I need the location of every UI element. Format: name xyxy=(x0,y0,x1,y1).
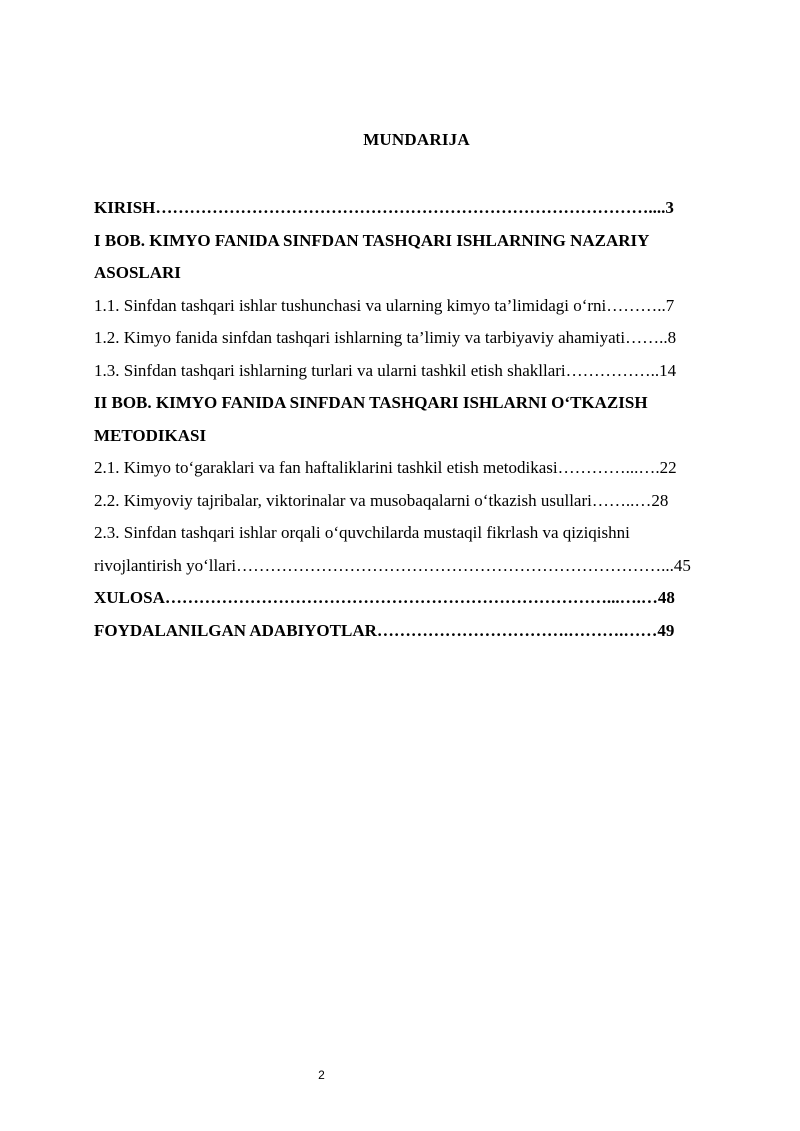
toc-entry-adabiyotlar: FOYDALANILGAN ADABIYOTLAR…………………………….……….……49 xyxy=(94,620,675,640)
page-title: MUNDARIJA xyxy=(363,130,470,149)
toc-entry-2-1: 2.1. Kimyo to‘garaklari va fan haftaliklarini tashkil etish metodikasi…………...….22 xyxy=(94,458,677,477)
page-number: 2 xyxy=(318,1068,325,1082)
toc-entry-1-2: 1.2. Kimyo fanida sinfdan tashqari ishlarning ta’limiy va tarbiyaviy ahamiyati……..8 xyxy=(94,328,677,347)
toc-chapter-1-heading-cont: ASOSLARI xyxy=(94,263,181,282)
toc-entry-2-2: 2.2. Kimyoviy tajribalar, viktorinalar va musobaqalarni o‘tkazish usullari……..…28 xyxy=(94,490,669,510)
toc-entry-1-1: 1.1. Sinfdan tashqari ishlar tushunchasi va ularning kimyo ta’limidagi o‘rni………..7 xyxy=(94,295,675,315)
toc-entry-xulosa: XULOSA……………………………………………………………………...….…48 xyxy=(94,588,675,607)
toc-entry-2-3: 2.3. Sinfdan tashqari ishlar orqali o‘quvchilarda mustaqil fikrlash va qiziqishni xyxy=(94,523,630,542)
table-of-contents xyxy=(94,192,740,647)
toc-chapter-1-heading: I BOB. KIMYO FANIDA SINFDAN TASHQARI ISHLARNING NAZARIY xyxy=(94,230,650,250)
toc-entry-kirish: KIRISH……………………………………………………………………………....3 xyxy=(94,198,674,217)
toc-chapter-2-heading: II BOB. KIMYO FANIDA SINFDAN TASHQARI ISHLARNI O‘TKAZISH xyxy=(94,393,648,412)
toc-chapter-2-heading-cont: METODIKASI xyxy=(94,425,207,445)
toc-entry-2-3-cont: rivojlantirish yo‘llari…………………………………………………………………...45 xyxy=(94,555,691,575)
toc-entry-1-3: 1.3. Sinfdan tashqari ishlarning turlari va ularni tashkil etish shakllari……………..14 xyxy=(94,360,677,380)
